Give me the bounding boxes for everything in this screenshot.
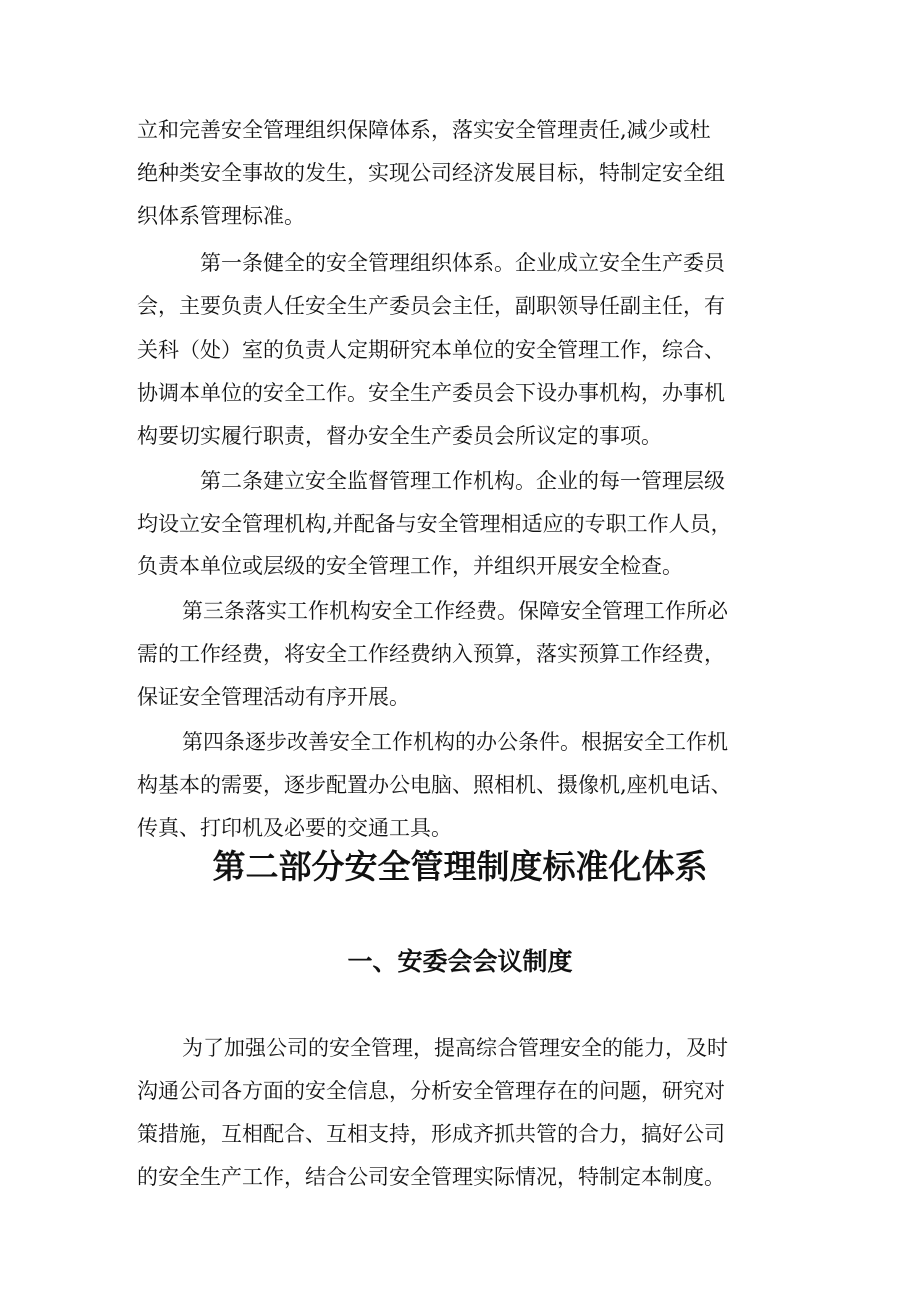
text-line: 协调本单位的安全工作。安全生产委员会下设办事机构，办事机 — [137, 381, 725, 405]
text-line: 织体系管理标准。 — [137, 204, 305, 228]
text-line: 沟通公司各方面的安全信息，分析安全管理存在的问题，研究对 — [137, 1079, 725, 1103]
text-line: 需的工作经费，将安全工作经费纳入预算，落实预算工作经费， — [137, 642, 725, 666]
text-line: 保证安全管理活动有序开展。 — [137, 685, 410, 709]
text-line: 为了加强公司的安全管理，提高综合管理安全的能力，及时 — [182, 1036, 728, 1060]
text-line: 第三条落实工作机构安全工作经费。保障安全管理工作所必 — [182, 599, 728, 623]
text-line: 绝种类安全事故的发生，实现公司经济发展目标，特制定安全组 — [137, 161, 725, 185]
section-title: 一、安委会会议制度 — [347, 947, 573, 976]
text-line: 第四条逐步改善安全工作机构的办公条件。根据安全工作机 — [182, 730, 728, 754]
text-line: 的安全生产工作，结合公司安全管理实际情况，特制定本制度。 — [137, 1165, 725, 1189]
text-line: 立和完善安全管理组织保障体系，落实安全管理责任,减少或杜 — [137, 118, 711, 142]
text-line: 传真、打印机及必要的交通工具。 — [137, 816, 452, 840]
text-line: 均设立安全管理机构,并配备与安全管理相适应的专职工作人员， — [137, 512, 732, 536]
text-line: 构要切实履行职责，督办安全生产委员会所议定的事项。 — [137, 424, 662, 448]
text-line: 负责本单位或层级的安全管理工作，并组织开展安全检查。 — [137, 554, 683, 578]
text-line: 构基本的需要，逐步配置办公电脑、照相机、摄像机,座机电话、 — [137, 773, 732, 797]
text-line: 关科（处）室的负责人定期研究本单位的安全管理工作，综合、 — [137, 338, 725, 362]
text-line: 策措施，互相配合、互相支持，形成齐抓共管的合力，搞好公司 — [137, 1122, 725, 1146]
text-line: 第二条建立安全监督管理工作机构。企业的每一管理层级 — [200, 469, 725, 493]
text-line: 会，主要负责人任安全生产委员会主任，副职领导任副主任，有 — [137, 294, 725, 318]
part-title: 第二部分安全管理制度标准化体系 — [212, 847, 708, 886]
text-line: 第一条健全的安全管理组织体系。企业成立安全生产委员 — [200, 251, 725, 275]
